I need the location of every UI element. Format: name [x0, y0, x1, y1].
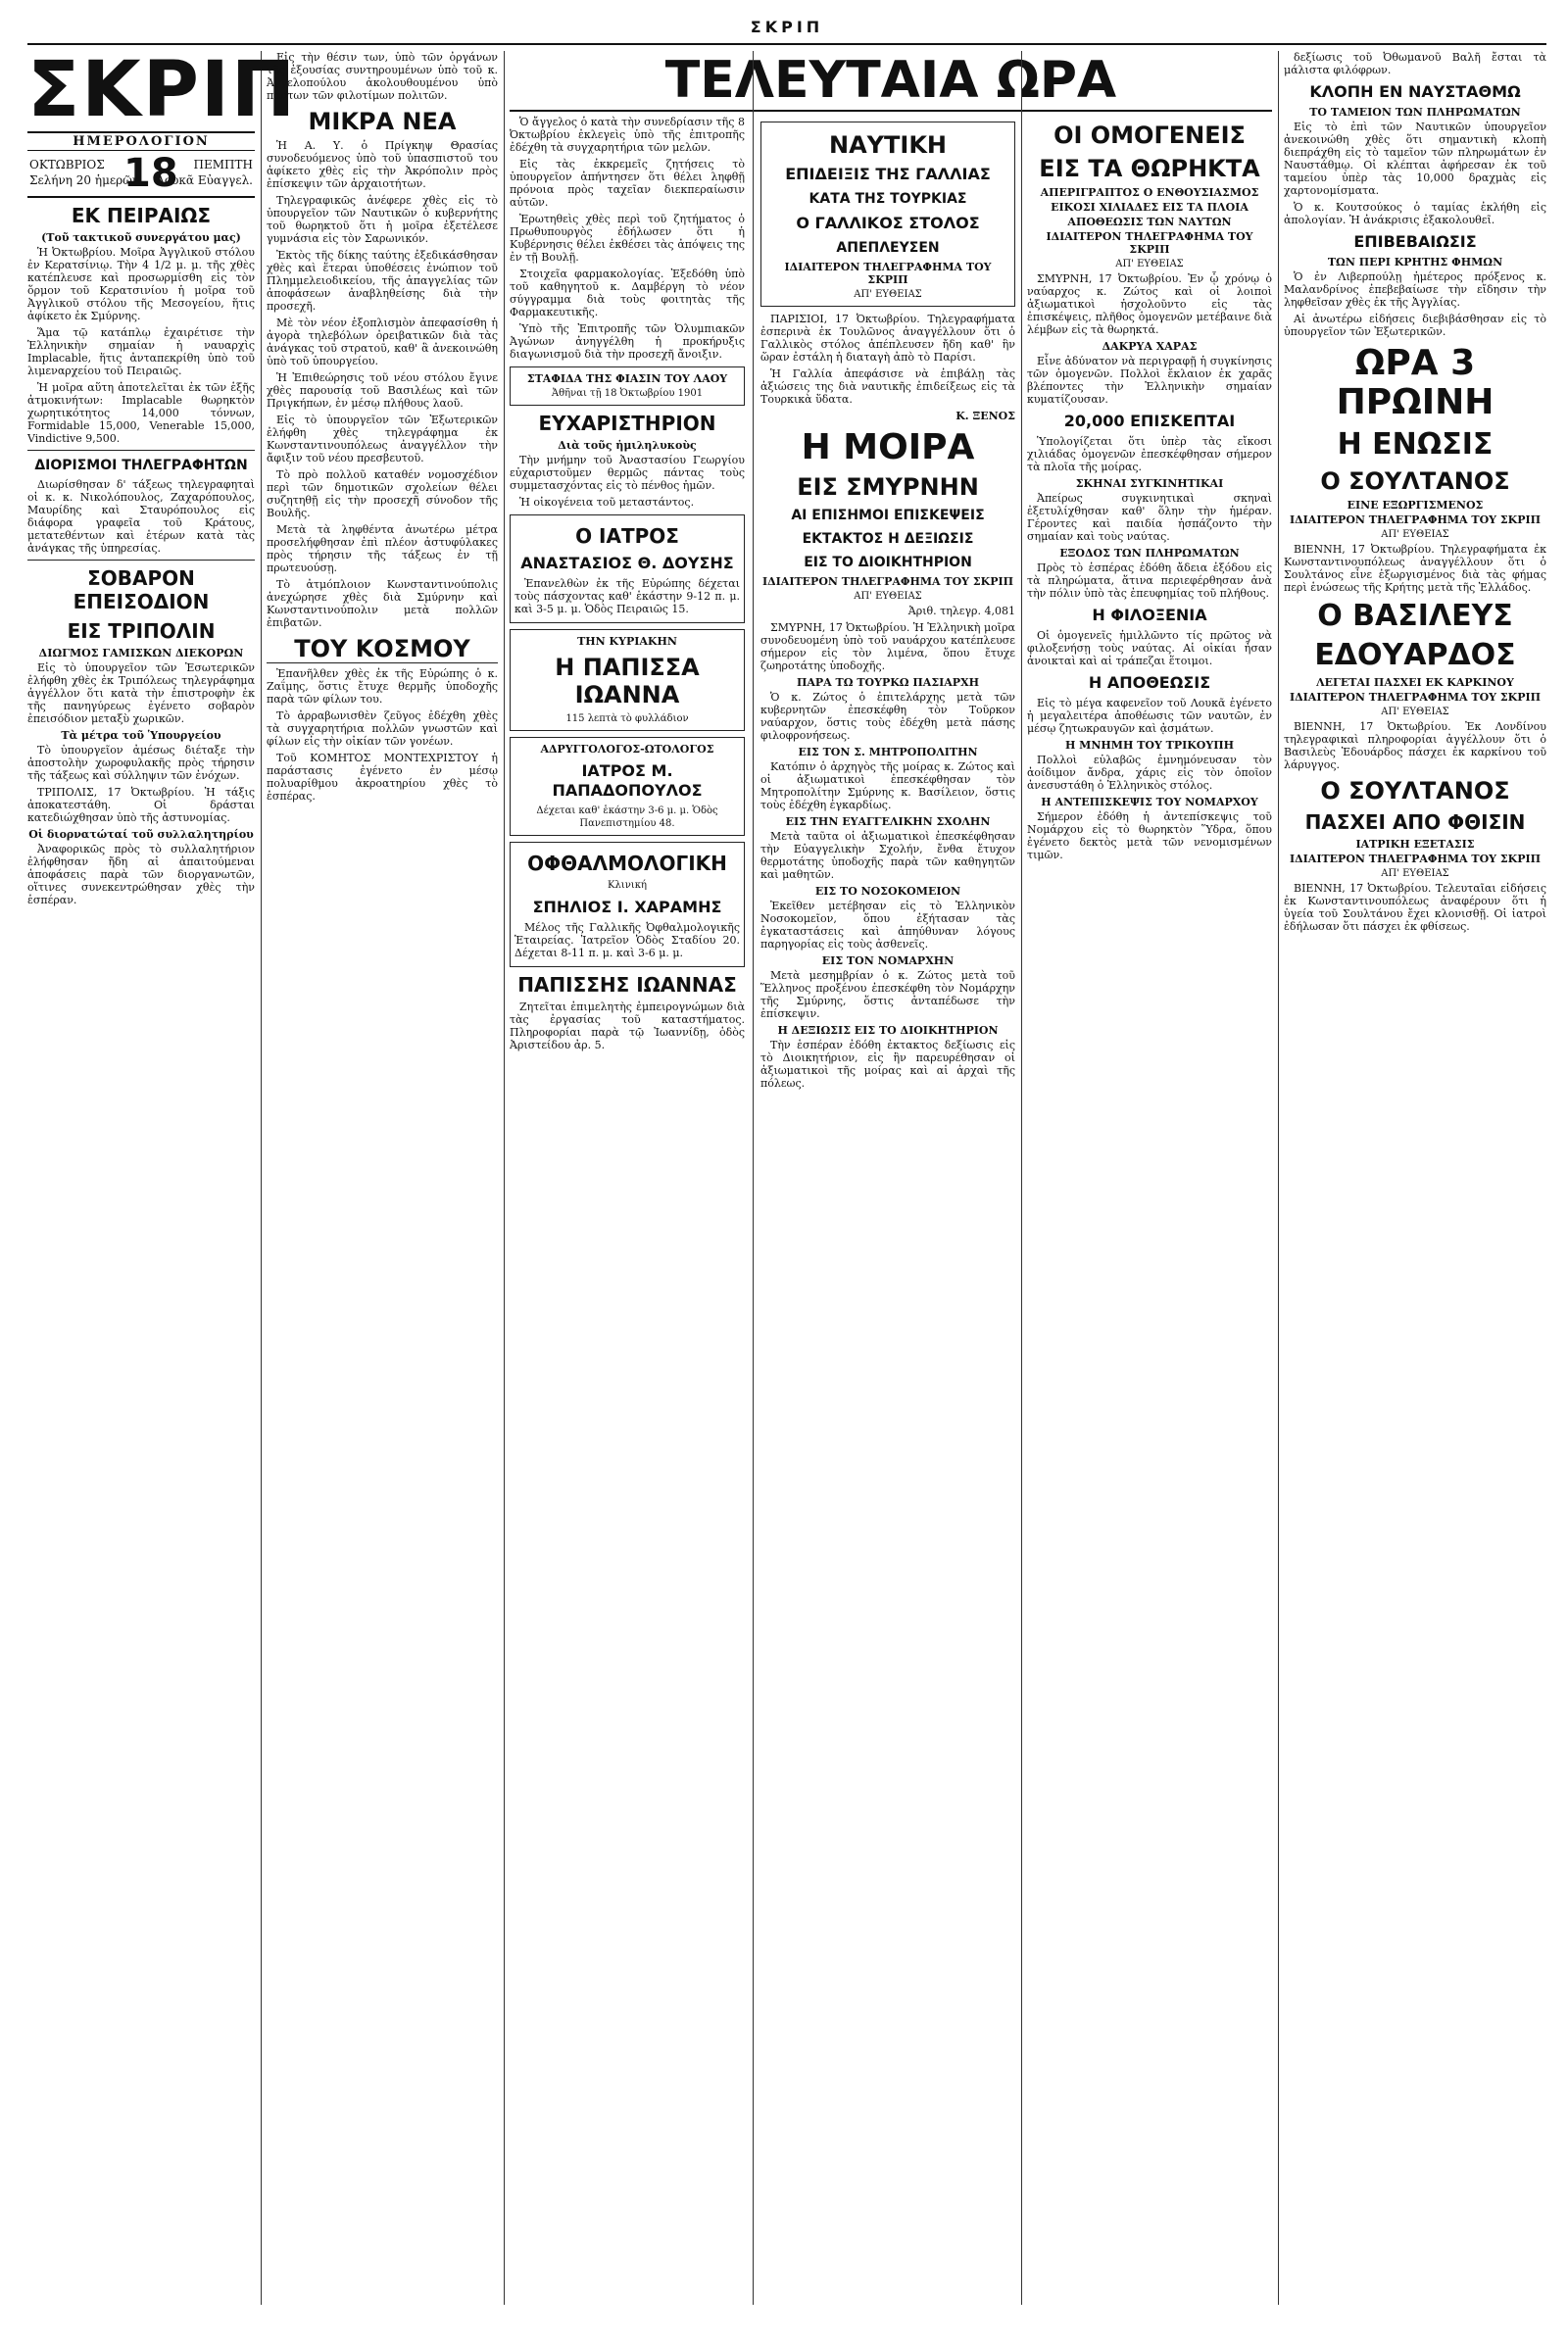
- headline: ΑΙ ΕΠΙΣΗΜΟΙ ΕΠΙΣΚΕΨΕΙΣ: [791, 508, 985, 523]
- subheadline: ΣΚΗΝΑΙ ΣΥΓΚΙΝΗΤΙΚΑΙ: [1075, 477, 1224, 490]
- column-divider: [753, 51, 754, 2305]
- dateline-month: ΟΚΤΩΒΡΙΟΣ: [29, 158, 105, 171]
- column-2: [267, 51, 498, 2305]
- headline: ΕΙΣ ΤΟ ΔΙΟΙΚΗΤΗΡΙΟΝ: [804, 555, 972, 570]
- headline: Ο ΣΟΥΛΤΑΝΟΣ: [1320, 467, 1510, 495]
- paragraph: Ὁ κ. Κουτσούκος ὁ ταμίας ἐκλήθη εἰς ἀπολογίαν. Ἡ ἀνάκρισις ἐξακολουθεῖ.: [1284, 201, 1546, 226]
- subheadline: ΑΠΟΘΕΩΣΙΣ ΤΩΝ ΝΑΥΤΩΝ: [1067, 216, 1232, 228]
- subheadline: Οἱ διορνατώταί τοῦ συλλαλητηρίου: [28, 828, 254, 841]
- telegram-direct: ΑΠ' ΕΥΘΕΙΑΣ: [1381, 529, 1449, 540]
- headline: Η ΦΙΛΟΞΕΝΙΑ: [1092, 606, 1207, 624]
- paragraph: Τὸ ὑπουργεῖον ἀμέσως διέταξε τὴν ἀποστολὴν χωροφυλακῆς πρὸς τήρησιν τῆς τάξεως καὶ σύλληψιν τῶν ἐνόχων.: [27, 744, 255, 782]
- telegram-direct: ΑΠ' ΕΥΘΕΙΑΣ: [1381, 707, 1449, 717]
- telegram-label: ΙΔΙΑΙΤΕΡΟΝ ΤΗΛΕΓΡΑΦΗΜΑ ΤΟΥ ΣΚΡΙΠ: [1289, 691, 1542, 704]
- paragraph: Εἰς τὸ ὑπουργεῖον τῶν Ἐσωτερικῶν ἐλήφθη χθὲς ἐκ Τριπόλεως τηλεγράφημα ἀγγέλλον ὅτι κατὰ τὴν ἐπιστροφὴν ἐκ τῆς πανηγύρεως ἐγένετο σοβαρὸν ἐπεισόδιον μεταξὺ χωρικῶν.: [27, 661, 255, 725]
- telegram-direct: ΑΠ' ΕΥΘΕΙΑΣ: [854, 289, 922, 300]
- headline: ΠΑΠΙΣΣΗΣ ΙΩΑΝΝΑΣ: [517, 973, 737, 997]
- newspaper-page: [27, 18, 1546, 2320]
- subheadline: (Τοῦ τακτικοῦ συνεργάτου μας): [41, 231, 241, 244]
- headline: Η ΑΠΟΘΕΩΣΙΣ: [1088, 673, 1211, 692]
- subheadline: ΔΑΚΡΥΑ ΧΑΡΑΣ: [1102, 340, 1198, 353]
- ad-text: Μέλος τῆς Γαλλικῆς Ὀφθαλμολογικῆς Ἑταιρείας. Ἰατρεῖον Ὁδὸς Σταδίου 20. Δέχεται 8-11 π. μ. καὶ 3-6 μ. μ.: [514, 921, 740, 959]
- headline: ΔΙΟΡΙΣΜΟΙ ΤΗΛΕΓΡΑΦΗΤΩΝ: [34, 458, 248, 473]
- ad-title: ΣΤΑΦΙΔΑ ΤΗΣ ΦΙΑΣΙΝ ΤΟΥ ΛΑΟΥ: [526, 372, 728, 385]
- paragraph: Ἐκεῖθεν μετέβησαν εἰς τὸ Ἑλληνικὸν Νοσοκομεῖον, ὅπου ἐξήτασαν τὰς ἐγκαταστάσεις καὶ ἀπηύθυναν λόγους παρηγορίας εἰς τοὺς ἀσθενεῖς.: [760, 900, 1015, 951]
- headline: ΕΥΧΑΡΙΣΤΗΡΙΟΝ: [538, 412, 716, 435]
- subheadline: ΕΙΣ ΤΟ ΝΟΣΟΚΟΜΕΙΟΝ: [814, 885, 961, 898]
- headline: ΕΔΟΥΑΡΔΟΣ: [1314, 638, 1516, 672]
- telegram-direct: ΑΠ' ΕΥΘΕΙΑΣ: [1115, 259, 1184, 269]
- paragraph: Τὸ πρὸ πολλοῦ καταθέν νομοσχέδιον περὶ τῶν δημοτικῶν σχολείων θέλει συζητηθῇ εἰς τὴν προσεχῆ σύνοδον τῆς Βουλῆς.: [267, 468, 498, 519]
- headline: ΚΑΤΑ ΤΗΣ ΤΟΥΡΚΙΑΣ: [808, 191, 967, 207]
- paragraph: Ἀπείρως συγκινητικαὶ σκηναὶ ἐξετυλίχθησαν καθ' ὅλην τὴν ἡμέραν. Γέροντες καὶ παιδία ἠσπάζοντο τὴν σημαίαν καὶ τοὺς ναύτας.: [1027, 492, 1272, 543]
- paragraph: δεξίωσις τοῦ Ὀθωμανοῦ Βαλῆ ἔσται τὰ μάλιστα φιλόφρων.: [1284, 51, 1546, 76]
- subheadline: Η ΑΝΤΕΠΙΣΚΕΨΙΣ ΤΟΥ ΝΟΜΑΡΧΟΥ: [1041, 796, 1258, 808]
- paragraph: Ἡ οἰκογένεια τοῦ μεταστάντος.: [519, 496, 695, 509]
- headline: ΕΙΣ ΤΡΙΠΟΛΙΝ: [67, 619, 216, 643]
- paragraph: Ὑπολογίζεται ὅτι ὑπὲρ τὰς εἴκοσι χιλιάδας ὁμογενῶν ἐπεσκέφθησαν σήμερον τὰ πλοῖα τῆς μοίρας.: [1027, 435, 1272, 473]
- paragraph: Εἰς τὰς ἐκκρεμεῖς ζητήσεις τὸ ὑπουργεῖον ἀπήντησεν ὅτι θέλει ληφθῇ πρόνοια πρὸς ταχεῖαν διεκπεραίωσιν αὐτῶν.: [510, 158, 745, 209]
- subheadline: ΛΕΓΕΤΑΙ ΠΑΣΧΕΙ ΕΚ ΚΑΡΚΙΝΟΥ: [1316, 676, 1514, 689]
- ad-title: Ο ΙΑΤΡΟΣ: [575, 524, 679, 548]
- paragraph: Οἱ ὁμογενεῖς ἡμιλλῶντο τίς πρῶτος νὰ φιλοξενήσῃ τοὺς ναύτας. Αἱ οἰκίαι ἦσαν ἀνοικταὶ καὶ αἱ τράπεζαι ἕτοιμοι.: [1027, 629, 1272, 667]
- headline: ΝΑΥΤΙΚΗ: [828, 131, 948, 159]
- headline: 20,000 ΕΠΙΣΚΕΠΤΑΙ: [1063, 412, 1236, 430]
- ad-subtitle: Κλινική: [608, 880, 647, 891]
- headline: ΕΙΣ ΤΑ ΘΩΡΗΚΤΑ: [1039, 155, 1260, 182]
- headline: ΕΠΙΒΕΒΑΙΩΣΙΣ: [1353, 232, 1477, 251]
- headline: Η ΕΝΩΣΙΣ: [1337, 427, 1494, 462]
- paragraph: Μετὰ ταῦτα οἱ ἀξιωματικοὶ ἐπεσκέφθησαν τὴν Εὐαγγελικὴν Σχολήν, ἔνθα ἔτυχον θερμοτάτης ὑποδοχῆς παρὰ τῶν καθηγητῶν καὶ μαθητῶν.: [760, 830, 1015, 881]
- banner-headline: ΤΕΛΕΥΤΑΙΑ ΩΡΑ: [510, 51, 1272, 112]
- paragraph: Τὴν μνήμην τοῦ Ἀναστασίου Γεωργίου εὐχαριστοῦμεν θερμῶς πάντας τοὺς συμμετασχόντας εἰς τὸ πένθος ἡμῶν.: [510, 454, 745, 492]
- telegram-label: ΙΔΙΑΙΤΕΡΟΝ ΤΗΛΕΓΡΑΦΗΜΑ ΤΟΥ ΣΚΡΙΠ: [1046, 230, 1253, 256]
- paragraph: Τὸ ἀρραβωνισθὲν ζεῦγος ἐδέχθη χθὲς τὰ συγχαρητήρια πολλῶν γνωστῶν καὶ φίλων εἰς τὴν οἰκίαν τῶν γονέων.: [267, 709, 498, 748]
- paragraph: ΣΜΥΡΝΗ, 17 Ὀκτωβρίου. Ἐν ᾧ χρόνῳ ὁ ναύαρχος κ. Ζώτος καὶ οἱ λοιποὶ ἀξιωματικοὶ ἠσχολοῦντο εἰς τὰς ἐπισκέψεις, πλῆθος ὁμογενῶν μετέβαινε διὰ λέμβων εἰς τὰ θωρηκτά.: [1027, 272, 1272, 336]
- paragraph: Ἡ Ἐπιθεώρησις τοῦ νέου στόλου ἔγινε χθὲς παρουσίᾳ τοῦ Βασιλέως καὶ τῶν Πριγκήπων, ἐν μέσῳ πλήθους λαοῦ.: [267, 371, 498, 410]
- headline: ΕΠΙΔΕΙΞΙΣ ΤΗΣ ΓΑΛΛΙΑΣ: [785, 165, 991, 183]
- column-6: [1284, 51, 1546, 2305]
- paragraph: Ὁ ἄγγελος ὁ κατὰ τὴν συνεδρίασιν τῆς 8 Ὀκτωβρίου ἐκλεγεὶς ὑπὸ τῆς ἐπιτροπῆς ἐδέχθη τὰ συγχαρητήρια τῶν μελῶν.: [510, 116, 745, 154]
- masthead-subtitle: ΗΜΕΡΟΛΟΓΙΟΝ: [27, 131, 255, 151]
- headline: Η ΜΟΙΡΑ: [801, 427, 975, 467]
- paragraph: Ἐπανῆλθεν χθὲς ἐκ τῆς Εὐρώπης ὁ κ. Ζαΐμης, ὅστις ἔτυχε θερμῆς ὑποδοχῆς παρὰ τῶν φίλων του.: [267, 667, 498, 706]
- paragraph: Ἡ Γαλλία ἀπεφάσισε νὰ ἐπιβάλῃ τὰς ἀξιώσεις της διὰ ναυτικῆς ἐπιδείξεως εἰς τὰ Τουρκικὰ ὕδατα.: [760, 367, 1015, 406]
- paragraph: Εἰς τὴν θέσιν των, ὑπὸ τῶν ὀργάνων τῆς ἐξουσίας συντηρουμένων ὑπὸ τοῦ κ. Ἀγγελοπούλου ἀκολουθουμένου ὑπὸ πάντων τῶν φιλοτίμων πολιτῶν.: [267, 51, 498, 102]
- telegram-label: ΙΔΙΑΙΤΕΡΟΝ ΤΗΛΕΓΡΑΦΗΜΑ ΤΟΥ ΣΚΡΙΠ: [761, 575, 1014, 588]
- paragraph: Ἡ Ὀκτωβρίου. Μοῖρα Ἀγγλικοῦ στόλου ἐν Κερατσίνιῳ. Τὴν 4 1/2 μ. μ. τῆς χθὲς κατέπλευσε καὶ προσωρμίσθη εἰς τὸν ὅρμον τοῦ Κερατσινίου ἡ μοῖρα τοῦ Ἀγγλικοῦ στόλου τῆς Μεσογείου, ἥτις ἀφίκετο ἐκ Σμύρνης.: [27, 246, 255, 322]
- headline: ΠΑΣΧΕΙ ΑΠΟ ΦΘΙΣΙΝ: [1304, 810, 1526, 834]
- headline: ΣΟΒΑΡΟΝ ΕΠΕΙΣΟΔΙΟΝ: [73, 566, 210, 613]
- column-divider: [1021, 51, 1022, 2305]
- ad-title: ΤΗΝ ΚΥΡΙΑΚΗΝ: [577, 635, 677, 648]
- paragraph: Πολλοὶ εὐλαβῶς ἐμνημόνευσαν τὸν ἀοίδιμον ἄνδρα, χάρις εἰς τὸν ὁποῖον ἀνεσυστάθη ὁ Ἑλληνικὸς στόλος.: [1027, 754, 1272, 792]
- headline: ΚΛΟΠΗ ΕΝ ΝΑΥΣΤΑΘΜΩ: [1309, 82, 1521, 101]
- headline: ΜΙΚΡΑ ΝΕΑ: [308, 108, 457, 135]
- paragraph: Ζητεῖται ἐπιμελητὴς ἐμπειρογνώμων διὰ τὰς ἐργασίας τοῦ καταστήματος. Πληροφορίαι παρὰ τῷ Ἰωαννίδῃ, ὁδὸς Ἀριστείδου ἀρ. 5.: [510, 1001, 745, 1051]
- column-5: [1027, 51, 1272, 2305]
- headline: ΤΟΥ ΚΟΣΜΟΥ: [267, 635, 498, 663]
- paragraph: Σήμερον ἐδόθη ἡ ἀντεπίσκεψις τοῦ Νομάρχου εἰς τὸ θωρηκτὸν Ὕδρα, ὅπου ἐγένετο δεκτὸς μετὰ τῶν νενομισμένων τιμῶν.: [1027, 810, 1272, 861]
- headline: Ο ΓΑΛΛΙΚΟΣ ΣΤΟΛΟΣ: [796, 214, 980, 232]
- advertisement: [510, 629, 745, 731]
- headline: ΕΙΣ ΣΜΥΡΝΗΝ: [797, 473, 979, 501]
- headline: Ο ΣΟΥΛΤΑΝΟΣ: [1320, 777, 1510, 805]
- subheadline: ΕΙΚΟΣΙ ΧΙΛΙΑΔΕΣ ΕΙΣ ΤΑ ΠΛΟΙΑ: [1051, 201, 1249, 214]
- column-divider: [1278, 51, 1279, 2305]
- banner-spacer: [1027, 51, 1272, 116]
- paragraph: ΒΙΕΝΝΗ, 17 Ὀκτωβρίου. Τηλεγραφήματα ἐκ Κωνσταντινουπόλεως ἀναγγέλλουν ὅτι ὁ Σουλτάνος εἶνε ἐξωργισμένος διὰ τὰς φήμας περὶ ἑνώσεως τῆς Κρήτης μετὰ τῆς Ἑλλάδος.: [1284, 543, 1546, 594]
- advertisement: [510, 737, 745, 836]
- headline: ΑΠΕΠΛΕΥΣΕΝ: [836, 240, 940, 256]
- paragraph: Αἱ ἀνωτέρω εἰδήσεις διεβιβάσθησαν εἰς τὸ ὑπουργεῖον τῶν Ἐξωτερικῶν.: [1284, 313, 1546, 338]
- paragraph: Ἡ μοῖρα αὕτη ἀποτελεῖται ἐκ τῶν ἑξῆς ἀτμοκινήτων: Implacable θωρηκτὸν χωρητικότητος 14,000 τόννων, Formidable 15,000, Venerable 15,000, Vindictive 9,500.: [27, 381, 255, 445]
- headline: ΕΚΤΑΚΤΟΣ Η ΔΕΞΙΩΣΙΣ: [802, 531, 974, 547]
- advertisement: [510, 366, 745, 406]
- subheadline: Τὰ μέτρα τοῦ Ὑπουργείου: [61, 729, 221, 742]
- paragraph: Ὁ κ. Ζώτος ὁ ἐπιτελάρχης μετὰ τῶν κυβερνητῶν ἐπεσκέφθη τὸν Τοῦρκον ναύαρχον, ὅστις τοὺς ἐδέχθη μετὰ πάσης φιλοφρονήσεως.: [760, 691, 1015, 742]
- subheadline: Η ΔΕΞΙΩΣΙΣ ΕΙΣ ΤΟ ΔΙΟΙΚΗΤΗΡΙΟΝ: [777, 1024, 999, 1037]
- byline: Κ. ΞΕΝΟΣ: [956, 410, 1015, 422]
- headline: ΩΡΑ 3 ΠΡΩΙΝΗ: [1336, 343, 1494, 422]
- paragraph: Στοιχεῖα φαρμακολογίας. Ἐξεδόθη ὑπὸ τοῦ καθηγητοῦ κ. Δαμβέργη τὸ νέον σύγγραμμα διὰ τοὺς φοιτητὰς τῆς Φαρμακευτικῆς.: [510, 268, 745, 318]
- ad-title: ΑΔΡΥΓΓΟΛΟΓΟΣ-ΩΤΟΛΟΓΟΣ: [540, 743, 714, 756]
- column-4: [760, 51, 1015, 2305]
- ad-name: ΣΠΗΛΙΟΣ Ι. ΧΑΡΑΜΗΣ: [532, 898, 722, 916]
- banner-spacer: [760, 51, 1015, 116]
- paragraph: Εἶνε ἀδύνατον νὰ περιγραφῇ ἡ συγκίνησις τῶν ὁμογενῶν. Πολλοὶ ἔκλαιον ἐκ χαρᾶς βλέποντες τὴν Ἑλληνικὴν σημαίαν κυματίζουσαν.: [1027, 355, 1272, 406]
- headline: ΕΚ ΠΕΙΡΑΙΩΣ: [71, 204, 212, 227]
- column-3: [510, 51, 745, 2305]
- subheadline: Η ΜΝΗΜΗ ΤΟΥ ΤΡΙΚΟΥΠΗ: [1064, 739, 1235, 752]
- subheadline: ΑΠΕΡΙΓΡΑΠΤΟΣ Ο ΕΝΘΟΥΣΙΑΣΜΟΣ: [1040, 186, 1259, 199]
- divider: [27, 450, 255, 451]
- paragraph: Εἰς τὸ μέγα καφενεῖον τοῦ Λουκᾶ ἐγένετο ἡ μεγαλειτέρα ἀποθέωσις τῶν ναυτῶν, ἐν μέσῳ ζητωκραυγῶν καὶ ᾀσμάτων.: [1027, 697, 1272, 735]
- dateline-right: [156, 157, 253, 188]
- ad-text: Δέχεται καθ' ἑκάστην 3-6 μ. μ. Ὁδὸς Πανεπιστημίου 48.: [536, 805, 718, 829]
- paragraph: Εἰς τὸ ὑπουργεῖον τῶν Ἐξωτερικῶν ἐλήφθη χθὲς τηλεγράφημα ἐκ Κωνσταντινουπόλεως ἀναγγέλλον τὴν ἄφιξιν τοῦ νέου πρεσβευτοῦ.: [267, 414, 498, 464]
- subheadline: ΕΙΣ ΤΗΝ ΕΥΑΓΓΕΛΙΚΗΝ ΣΧΟΛΗΝ: [785, 815, 991, 828]
- top-rule: [27, 43, 1546, 45]
- paragraph: ΒΙΕΝΝΗ, 17 Ὀκτωβρίου. Τελευταῖαι εἰδήσεις ἐκ Κωνσταντινουπόλεως ἀναφέρουν ὅτι ἡ ὑγεία τοῦ Σουλτάνου ἔχει κλονισθῇ. Οἱ ἰατροὶ ἐδήλωσαν ὅτι πάσχει ἐκ φθίσεως.: [1284, 882, 1546, 933]
- subheadline: ΕΙΝΕ ΕΞΩΡΓΙΣΜΕΝΟΣ: [1347, 499, 1484, 512]
- paragraph: Ἐκτὸς τῆς δίκης ταύτης ἐξεδικάσθησαν χθὲς καὶ ἕτεραι ὑποθέσεις ἐνώπιον τοῦ Πλημμελειοδικείου, τῆς ἀπαγγελίας τῶν ἀποφάσεων ἀναβληθείσης διὰ τὴν προσεχῆ.: [267, 249, 498, 313]
- paragraph: Μετὰ τὰ ληφθέντα ἀνωτέρω μέτρα προσελήφθησαν ἐπὶ πλέον ἀστυφύλακες πρὸς τήρησιν τῆς τάξεως ἐν τῇ πρωτευούσῃ.: [267, 523, 498, 574]
- telegram-direct: ΑΠ' ΕΥΘΕΙΑΣ: [1381, 868, 1449, 879]
- paragraph: ΤΡΙΠΟΛΙΣ, 17 Ὀκτωβρίου. Ἡ τάξις ἀποκατεστάθη. Οἱ δράσται κατεδιώχθησαν ὑπὸ τῆς ἀστυνομίας.: [27, 786, 255, 824]
- ad-name: ΑΝΑΣΤΑΣΙΟΣ Θ. ΔΟΥΣΗΣ: [520, 554, 734, 572]
- paragraph: Ἅμα τῷ κατάπλῳ ἐχαιρέτισε τὴν Ἑλληνικὴν σημαίαν ἡ ναυαρχὶς Implacable, ἥτις ἀνταπεκρίθη ὑπὸ τοῦ λιμεναρχείου τοῦ Πειραιῶς.: [27, 326, 255, 377]
- column-divider: [261, 51, 262, 2305]
- headline-box: [760, 122, 1015, 307]
- subheadline: ΕΙΣ ΤΟΝ Σ. ΜΗΤΡΟΠΟΛΙΤΗΝ: [798, 746, 978, 758]
- headline: Ο ΒΑΣΙΛΕΥΣ: [1317, 599, 1513, 633]
- telegram-label: ΙΔΙΑΙΤΕΡΟΝ ΤΗΛΕΓΡΑΦΗΜΑ ΤΟΥ ΣΚΡΙΠ: [1289, 513, 1542, 526]
- telegram-label: ΙΔΙΑΙΤΕΡΟΝ ΤΗΛΕΓΡΑΦΗΜΑ ΤΟΥ ΣΚΡΙΠ: [1289, 853, 1542, 865]
- paragraph: Ἐρωτηθεὶς χθὲς περὶ τοῦ ζητήματος ὁ Πρωθυπουργὸς ἐδήλωσεν ὅτι ἡ Κυβέρνησις θέλει ἐκθέσει τὰς ἀπόψεις της ἐν τῇ Βουλῇ.: [510, 213, 745, 264]
- paragraph: Κατόπιν ὁ ἀρχηγὸς τῆς μοίρας κ. Ζώτος καὶ οἱ ἀξιωματικοὶ ἐπεσκέφθησαν τὸν Μητροπολίτην Σμύρνης κ. Βασίλειον, ὅστις τοὺς ἐδέχθη ἐγκαρδίως.: [760, 760, 1015, 811]
- dateline-moon: Σελήνη 20 ἡμερῶν: [29, 173, 140, 187]
- dateline-weekday: ΠΕΜΠΤΗ: [193, 158, 253, 171]
- paragraph: Ὑπὸ τῆς Ἐπιτροπῆς τῶν Ὀλυμπιακῶν Ἀγώνων ἀνηγγέλθη ἡ προκήρυξις διαγωνισμοῦ διὰ τὴν προσεχῆ ἄνοιξιν.: [510, 322, 745, 361]
- paragraph: Διωρίσθησαν δ' τάξεως τηλεγραφηταὶ οἱ κ. κ. Νικολόπουλος, Ζαχαρόπουλος, Μαυρίδης καὶ Σταυρόπουλος εἰς διάφορα γραφεῖα τοῦ Κράτους, μετατεθέντων καὶ ἑτέρων κατὰ τὰς ἀνάγκας τῆς ὑπηρεσίας.: [27, 478, 255, 555]
- ad-name: ΙΑΤΡΟΣ Μ. ΠΑΠΑΔΟΠΟΥΛΟΣ: [552, 761, 703, 800]
- headline: ΟΙ ΟΜΟΓΕΝΕΙΣ: [1054, 122, 1246, 149]
- ad-name: Η ΠΑΠΙΣΣΑ ΙΩΑΝΝΑ: [555, 654, 700, 708]
- paragraph: ΣΜΥΡΝΗ, 17 Ὀκτωβρίου. Ἡ Ἑλληνικὴ μοῖρα συνοδευομένη ὑπὸ τοῦ ναυάρχου κατέπλευσε σήμερον εἰς τὸν λιμένα, ὅπου ἔτυχε ζωηροτάτης ὑποδοχῆς.: [760, 621, 1015, 672]
- ad-text: Ἀθῆναι τῇ 18 Ὀκτωβρίου 1901: [551, 388, 704, 399]
- dateline: [27, 151, 255, 198]
- subheadline: ΙΑΤΡΙΚΗ ΕΞΕΤΑΣΙΣ: [1355, 838, 1475, 851]
- running-head: ΣΚΡΙΠ: [750, 18, 824, 36]
- paragraph: Εἰς τὸ ἐπὶ τῶν Ναυτικῶν ὑπουργεῖον ἀνεκοινώθη χθὲς ὅτι σημαντικὴ κλοπὴ διεπράχθη εἰς τὸ ταμεῖον τῶν πληρωμάτων ἐν Ναυστάθμῳ. Οἱ κλέπται ἀφήρεσαν ἐκ τοῦ ταμείου ὑπὲρ τὰς 10,000 δραχμὰς εἰς χαρτονομίσματα.: [1284, 121, 1546, 197]
- subheadline: ΔΙΩΓΜΟΣ ΓΑΜΙΣΚΩΝ ΔΙΕΚΟΡΩΝ: [38, 647, 244, 659]
- subheadline: ΤΩΝ ΠΕΡΙ ΚΡΗΤΗΣ ΦΗΜΩΝ: [1327, 256, 1503, 268]
- paragraph: Ὁ ἐν Λιβερπούλῃ ἡμέτερος πρόξενος κ. Μαλανδρίνος ἐπεβεβαίωσε τὴν εἴδησιν τὴν ληφθεῖσαν χθὲς ἐκ τῆς Ἀγγλίας.: [1284, 270, 1546, 309]
- masthead-title: ΣΚΡΙΠ: [27, 46, 298, 134]
- subheadline: Διὰ τοῦς ἡμιληλυκοὺς: [558, 439, 697, 452]
- telegram-label: ΙΔΙΑΙΤΕΡΟΝ ΤΗΛΕΓΡΑΦΗΜΑ ΤΟΥ ΣΚΡΙΠ: [784, 261, 992, 286]
- paragraph: Τοῦ ΚΟΜΗΤΟΣ ΜΟΝΤΕΧΡΙΣΤΟΥ ἡ παράστασις ἐγένετο ἐν μέσῳ πολυαρίθμου ἀκροατηρίου χθὲς τὸ ἑσπέρας.: [267, 752, 498, 803]
- dateline-saint: Λουκᾶ Εὐαγγελ.: [156, 173, 253, 187]
- banner-spacer: [510, 51, 745, 116]
- ad-title: ΟΦΘΑΛΜΟΛΟΓΙΚΗ: [527, 852, 727, 875]
- subheadline: ΕΞΟΔΟΣ ΤΩΝ ΠΛΗΡΩΜΑΤΩΝ: [1059, 547, 1240, 560]
- telegram-number: Ἀριθ. τηλεγρ. 4,081: [907, 605, 1015, 617]
- subheadline: ΤΟ ΤΑΜΕΙΟΝ ΤΩΝ ΠΛΗΡΩΜΑΤΩΝ: [1309, 106, 1521, 119]
- dateline-day-number: 18: [123, 151, 178, 196]
- subheadline: ΕΙΣ ΤΟΝ ΝΟΜΑΡΧΗΝ: [821, 954, 955, 967]
- advertisement: [510, 842, 745, 967]
- paragraph: Μετὰ μεσημβρίαν ὁ κ. Ζώτος μετὰ τοῦ Ἕλληνος προξένου ἐπεσκέφθη τὸν Νομάρχην τῆς Σμύρνης, ὅστις ἀνταπέδωσε τὴν ἐπίσκεψιν.: [760, 969, 1015, 1020]
- paragraph: Τὸ ἀτμόπλοιον Κωνσταντινούπολις ἀνεχώρησε χθὲς διὰ Σμύρνην καὶ Κωνσταντινούπολιν μετὰ πολλῶν ἐπιβατῶν.: [267, 578, 498, 629]
- telegram-direct: ΑΠ' ΕΥΘΕΙΑΣ: [854, 591, 922, 602]
- advertisement: [510, 514, 745, 623]
- paragraph: Μὲ τὸν νέον ἐξοπλισμὸν ἀπεφασίσθη ἡ ἀγορὰ τηλεβόλων ὀρειβατικῶν διὰ τὰς ἀνάγκας τοῦ στρατοῦ, καθ' ἃ ἀνεκοινώθη ὑπὸ τοῦ ὑπουργείου.: [267, 317, 498, 367]
- subheadline: ΠΑΡΑ ΤΩ ΤΟΥΡΚΩ ΠΑΣΙΑΡΧΗ: [796, 676, 980, 689]
- paragraph: ΒΙΕΝΝΗ, 17 Ὀκτωβρίου. Ἐκ Λονδίνου τηλεγραφικαὶ πληροφορίαι ἀγγέλλουν ὅτι ὁ Βασιλεὺς Ἐδουάρδος πάσχει ἐκ καρκίνου τοῦ λάρυγγος.: [1284, 720, 1546, 771]
- column-divider: [504, 51, 505, 2305]
- paragraph: Πρὸς τὸ ἑσπέρας ἐδόθη ἄδεια ἐξόδου εἰς τὰ πληρώματα, ἅτινα περιεφέρθησαν ἀνὰ τὴν πόλιν ὑπὸ τὰς ἐπευφημίας τοῦ πλήθους.: [1027, 561, 1272, 600]
- divider: [27, 560, 255, 561]
- paragraph: Ἀναφορικῶς πρὸς τὸ συλλαλητήριον ἐλήφθησαν ἤδη αἱ ἀπαιτούμεναι ἀποφάσεις παρὰ τῶν διοργανωτῶν, οἵτινες συνεκεντρώθησαν χθὲς τὴν ἑσπέραν.: [27, 843, 255, 906]
- paragraph: Τὴν ἑσπέραν ἐδόθη ἐκτακτος δεξίωσις εἰς τὸ Διοικητήριον, εἰς ἣν παρευρέθησαν οἱ ἀξιωματικοὶ τῆς μοίρας καὶ αἱ ἀρχαὶ τῆς πόλεως.: [760, 1039, 1015, 1090]
- ad-text: 115 λεπτὰ τὸ φυλλάδιον: [565, 713, 689, 724]
- paragraph: ΠΑΡΙΣΙΟΙ, 17 Ὀκτωβρίου. Τηλεγραφήματα ἐσπερινὰ ἐκ Τουλῶνος ἀναγγέλλουν ὅτι ὁ Γαλλικὸς στόλος ἀπέπλευσεν ἤδη καθ' ἣν ὥραν ἐστάλη ἡ διαταγὴ ἀπὸ τὸ Παρίσι.: [760, 313, 1015, 364]
- paragraph: Ἡ Α. Υ. ὁ Πρίγκηψ Θρασίας συνοδευόμενος ὑπὸ τοῦ ὑπασπιστοῦ του ἀφίκετο χθὲς εἰς τὴν Ἀκρόπολιν πρὸς ἐπίσκεψιν τῶν ἀρχαιοτήτων.: [267, 139, 498, 190]
- column-1: [27, 46, 298, 2305]
- paragraph: Τηλεγραφικῶς ἀνέφερε χθὲς εἰς τὸ ὑπουργεῖον τῶν Ναυτικῶν ὁ κυβερνήτης τοῦ θωρηκτοῦ ὅτι ἡ μοῖρα ἐξετέλεσε γυμνάσια εἰς τὸν Σαρωνικόν.: [267, 194, 498, 245]
- ad-text: Ἐπανελθὼν ἐκ τῆς Εὐρώπης δέχεται τοὺς πάσχοντας καθ' ἑκάστην 9-12 π. μ. καὶ 3-5 μ. μ. Ὁδὸς Πειραιῶς 15.: [514, 577, 740, 615]
